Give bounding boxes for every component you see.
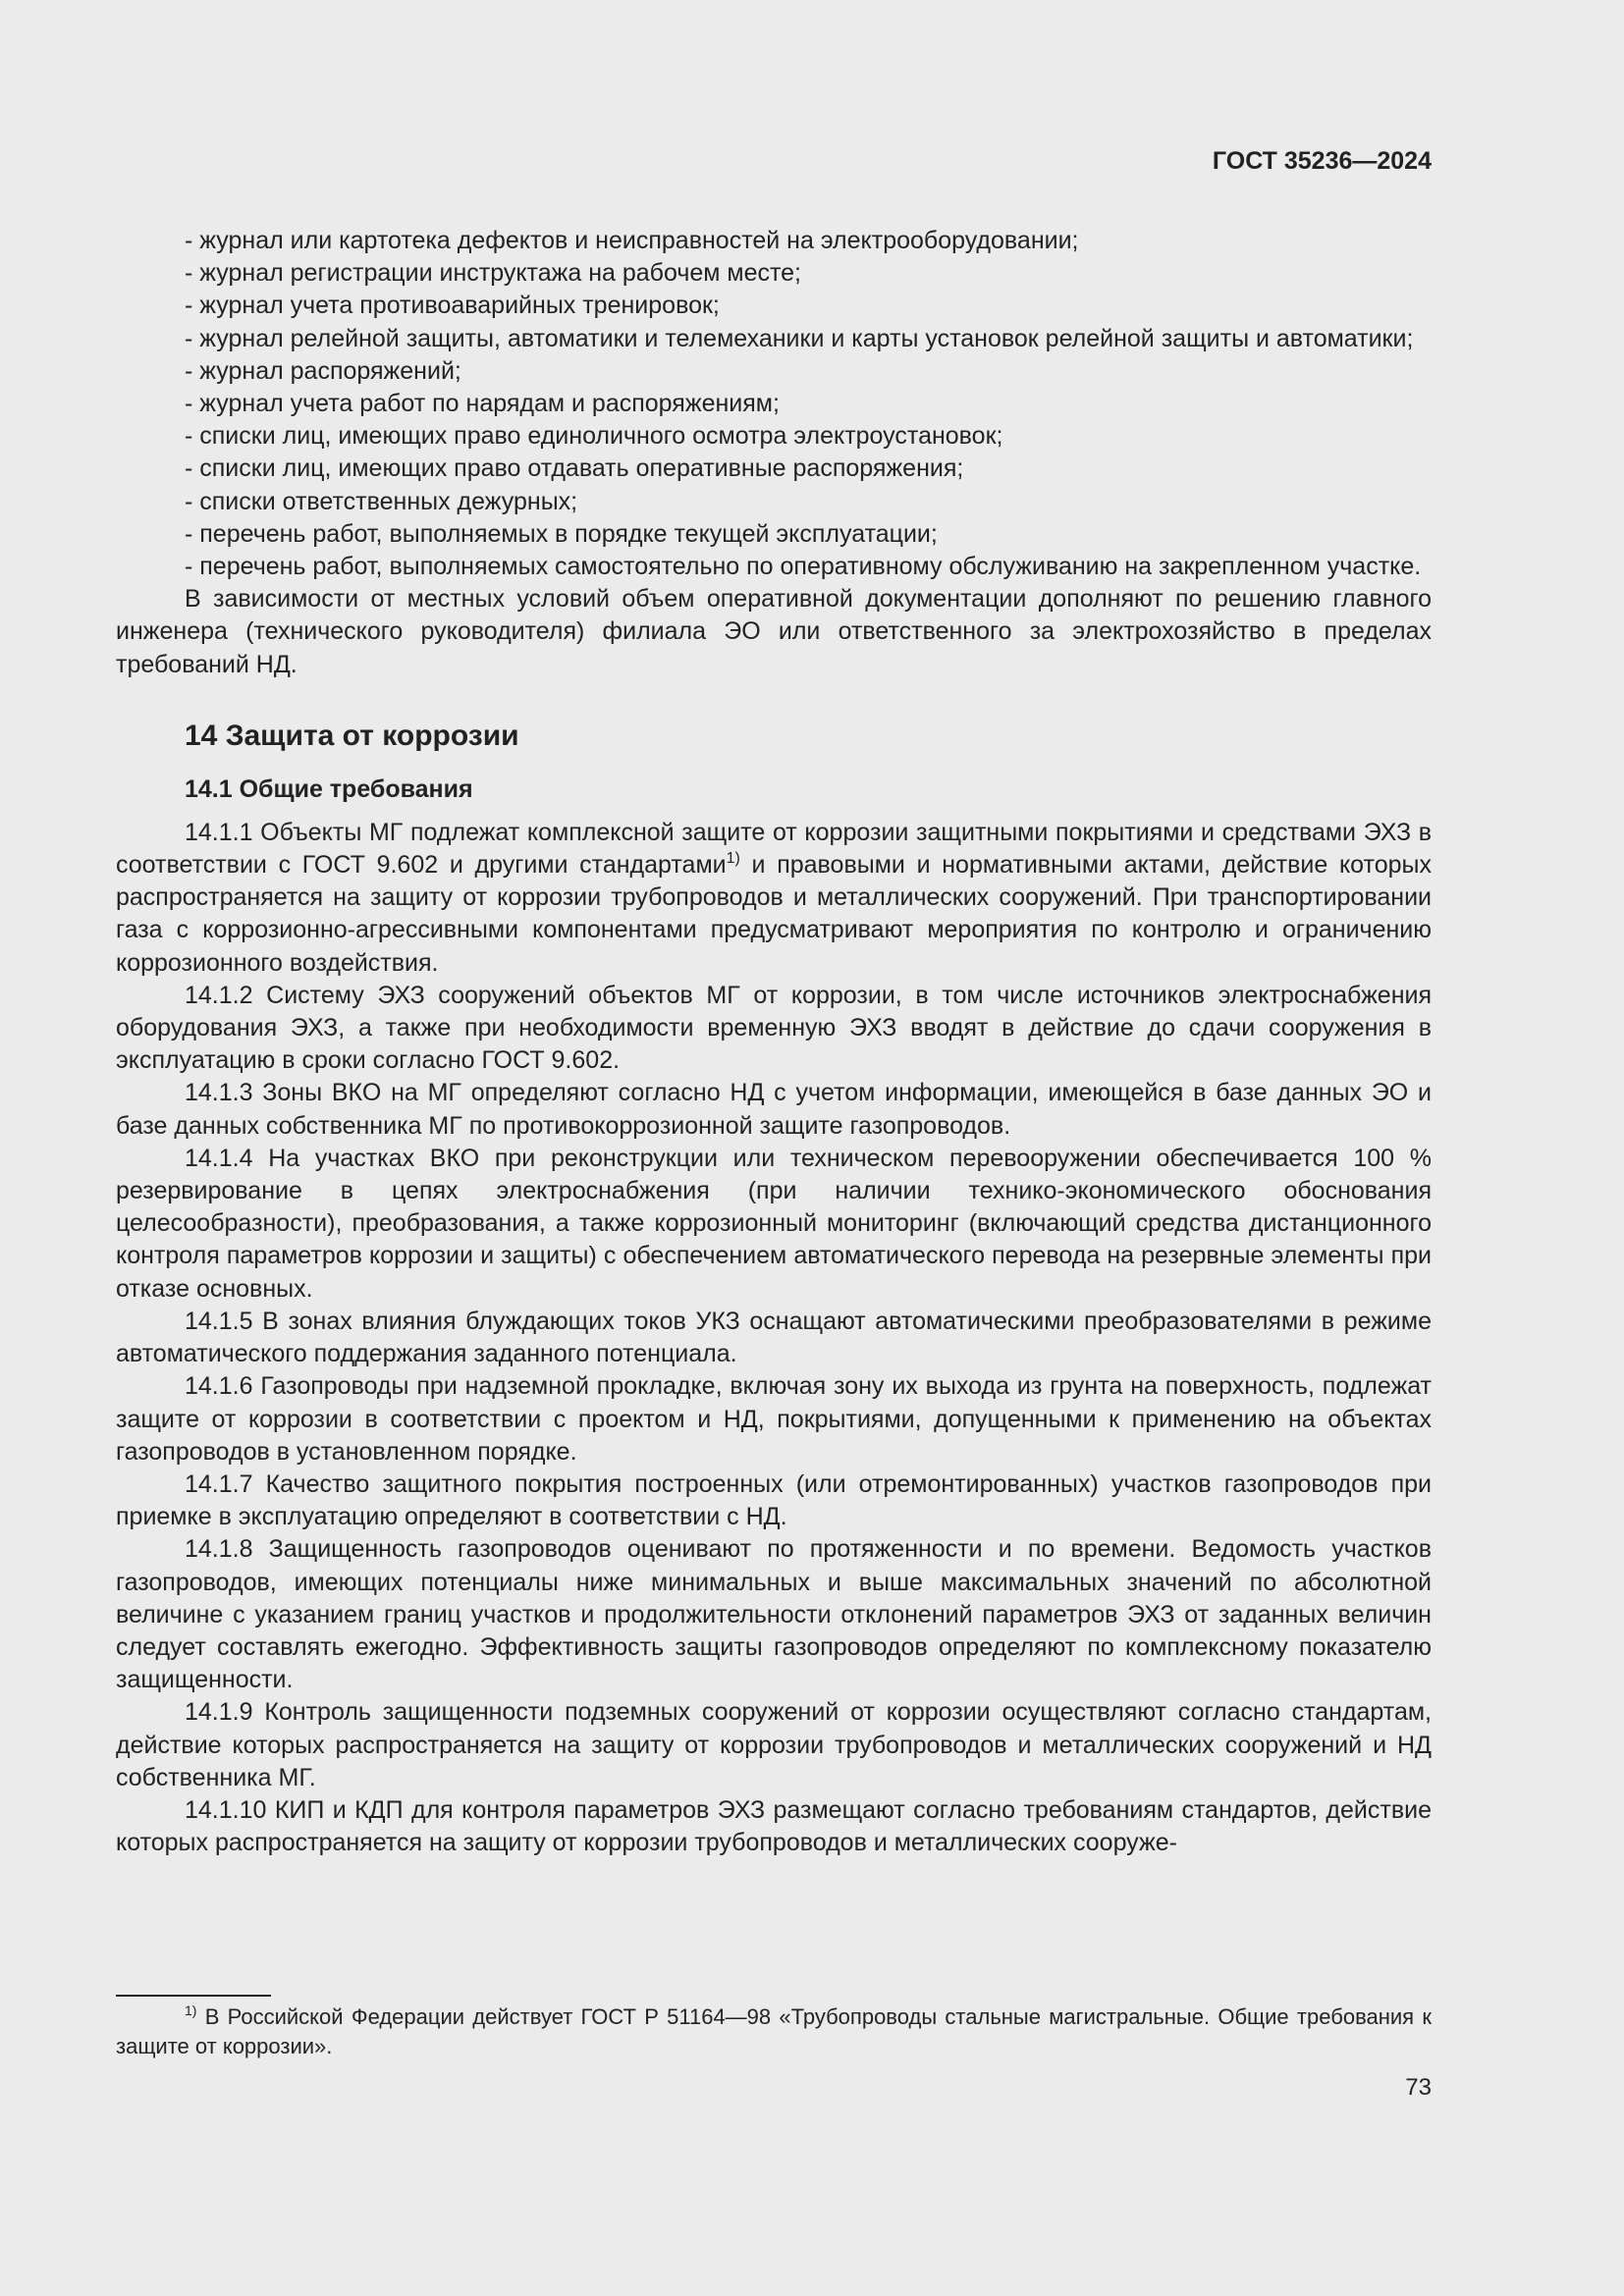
list-item: - перечень работ, выполняемых самостоятельно по оперативному обслуживанию на закрепленном участке.: [185, 553, 1422, 581]
paragraph-14-1-8: 14.1.8 Защищенность газопроводов оценивают по протяженности и по времени. Ведомость участков газопроводов, имеющих потенциалы ниже минимальных и выше максимальных значений по абсолютной величине с указанием границ участков и продолжительности отклонений параметров ЭХЗ от заданных величин следует составлять ежегодно. Эффективность защиты газопроводов определяют по комплексному показателю защищенности.: [116, 1535, 1432, 1694]
paragraph-14-1-6: 14.1.6 Газопроводы при надземной прокладке, включая зону их выхода из грунта на поверхность, подлежат защите от коррозии в соответствии с проектом и НД, покрытиями, допущенными к применению на объектах газопроводов в установленном порядке.: [116, 1372, 1432, 1466]
section-title: 14 Защита от коррозии: [185, 719, 519, 752]
list-item: - списки лиц, имеющих право единоличного осмотра электроустановок;: [185, 422, 1003, 451]
paragraph-14-1-4: 14.1.4 На участках ВКО при реконструкции или техническом перевооружении обеспечивается 100 % резервирование в цепях электроснабжения (при наличии технико-экономического обоснования целесообразности), преобразования, а также коррозионный мониторинг (включающий средства дистанционного контроля параметров коррозии и защиты) с обеспечением автоматического перевода на резервные элементы при отказе основных.: [116, 1144, 1432, 1303]
list-item: - журнал регистрации инструктажа на рабочем месте;: [185, 259, 802, 288]
paragraph-14-1-10: 14.1.10 КИП и КДП для контроля параметров ЭХЗ размещают согласно требованиям стандартов, действие которых распространяется на защиту от коррозии трубопроводов и металлических сооруже-: [116, 1795, 1432, 1857]
list-item: - списки лиц, имеющих право отдавать оперативные распоряжения;: [185, 454, 964, 483]
paragraph-14-1-3: 14.1.3 Зоны ВКО на МГ определяют согласно НД с учетом информации, имеющейся в базе данных ЭО и базе данных собственника МГ по противокоррозионной защите газопроводов.: [116, 1079, 1432, 1140]
page-number: 73: [1405, 2074, 1432, 2101]
intro-paragraph: В зависимости от местных условий объем оперативной документации дополняют по решению главного инженера (технического руководителя) филиала ЭО или ответственного за электрохозяйство в пределах требований НД.: [116, 585, 1432, 678]
list-item: - журнал учета работ по нарядам и распоряжениям;: [185, 390, 780, 418]
paragraph-text: 14.1.1 Объекты МГ подлежат комплексной защите от коррозии защитными покрытиями и средствами ЭХЗ в соответствии с ГОСТ 9.602 и другими стандартами: [116, 818, 1432, 880]
paragraph-text: и правовыми и нормативными актами, действие которых распространяется на защиту от коррозии трубопроводов и металлических сооружений. При транспортировании газа с коррозионно-агрессивными компонентами предусматривают мероприятия по контролю и ограничению коррозионного воздействия.: [116, 851, 1432, 977]
list-item: - журнал или картотека дефектов и неисправностей на электрооборудовании;: [185, 227, 1079, 254]
footnote-text: В Российской Федерации действует ГОСТ Р 51164—98 «Трубопроводы стальные магистральные. Общие требования к защите от коррозии».: [116, 2004, 1432, 2058]
paragraph-14-1-1: [116, 817, 1432, 980]
list-item: - списки ответственных дежурных;: [185, 487, 578, 515]
paragraph-14-1-7: 14.1.7 Качество защитного покрытия построенных (или отремонтированных) участков газопроводов при приемке в эксплуатацию определяют в соответствии с НД.: [116, 1469, 1432, 1531]
document-list: [116, 225, 1432, 583]
list-item: - журнал распоряжений;: [185, 356, 461, 385]
footnote-divider: [116, 1995, 271, 1997]
main-text: [116, 225, 1432, 1859]
list-item: - журнал учета противоаварийных тренировок;: [185, 292, 720, 320]
paragraph-14-1-5: 14.1.5 В зонах влияния блуждающих токов УКЗ оснащают автоматическими преобразователями в режиме автоматического поддержания заданного потенциала.: [116, 1307, 1432, 1368]
footnote-reference: 1): [726, 850, 740, 868]
paragraph-14-1-2: 14.1.2 Систему ЭХЗ сооружений объектов МГ от коррозии, в том числе источников электроснабжения оборудования ЭХЗ, а также при необходимости временную ЭХЗ вводят в действие до сдачи сооружения в эксплуатацию в сроки согласно ГОСТ 9.602.: [116, 981, 1432, 1075]
subsection-title: 14.1 Общие требования: [185, 774, 473, 803]
list-item: - перечень работ, выполняемых в порядке текущей эксплуатации;: [185, 519, 938, 548]
footnote-marker: 1): [185, 2002, 197, 2018]
document-header: ГОСТ 35236—2024: [1212, 147, 1432, 175]
footnote: [116, 2002, 1432, 2061]
list-item: - журнал релейной защиты, автоматики и телемеханики и карты установок релейной защиты и автоматики;: [185, 324, 1414, 352]
paragraph-14-1-9: 14.1.9 Контроль защищенности подземных сооружений от коррозии осуществляют согласно стандартам, действие которых распространяется на защиту от коррозии трубопроводов и металлических сооружений и НД собственника МГ.: [116, 1698, 1432, 1791]
